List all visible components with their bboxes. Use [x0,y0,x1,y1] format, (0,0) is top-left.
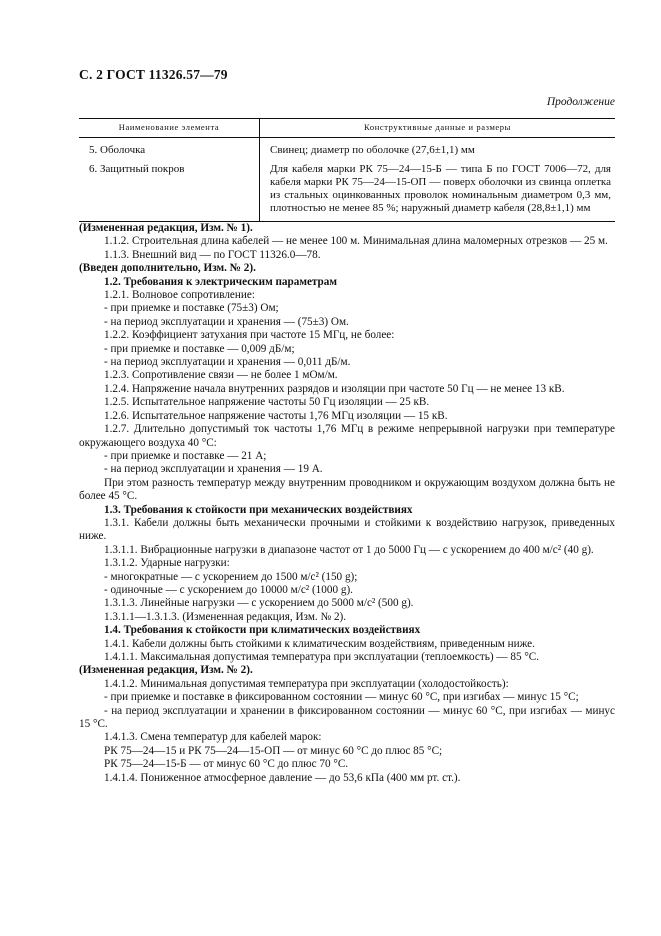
paragraph: (Введен дополнительно, Изм. № 2). [79,262,256,275]
paragraph: 1.3.1.1—1.3.1.3. (Измененная редакция, Изм. № 2). [104,610,347,623]
paragraph: (Измененная редакция, Изм. № 1). [79,222,253,234]
table-row [79,157,615,222]
paragraph: - при приемке и поставке (75±3) Ом; [104,302,279,315]
paragraph: (Измененная редакция, Изм. № 2). [79,664,253,677]
paragraph: - при приемке и поставке в фиксированном состоянии — минус 60 °С, при изгибах — минус 15 °С; [104,691,579,704]
table-cell-data: Свинец; диаметр по оболочке (27,6±1,1) мм [270,144,475,156]
paragraph: 1.2.4. Напряжение начала внутренних разрядов и изоляции при частоте 50 Гц — не менее 13 кВ. [104,382,565,395]
paragraph: 1.2.2. Коэффициент затухания при частоте 15 МГц, не более: [104,329,395,342]
paragraph: РК 75—24—15-Б — от минус 60 °С до плюс 70 °С. [104,758,349,771]
paragraph: 1.3.1.3. Линейные нагрузки — с ускорением до 5000 м/с² (500 g). [104,597,414,610]
elements-table [79,118,615,222]
paragraph: - одиночные — с ускорением до 10000 м/с² (1000 g). [104,583,353,596]
paragraph: 1.1.3. Внешний вид — по ГОСТ 11326.0—78. [104,248,321,261]
paragraph: 1.3. Требования к стойкости при механических воздействиях [104,503,413,516]
column-header-element-name: Наименование элемента [79,119,260,138]
paragraph: 1.2. Требования к электрическим параметрам [104,275,337,288]
paragraph: 1.4. Требования к стойкости при климатических воздействиях [104,624,421,637]
paragraph: 1.3.1. Кабели должны быть механически прочными и стойкими к воздействию нагрузок, приведенных ниже. [79,516,615,543]
paragraph: 1.2.1. Волновое сопротивление: [104,289,255,302]
paragraph: - при приемке и поставке — 21 А; [104,449,267,462]
paragraph: 1.2.7. Длительно допустимый ток частоты 1,76 МГц в режиме непрерывной нагрузки при температуре окружающего воздуха 40 °С: [79,423,615,449]
paragraph: - на период эксплуатации и хранения — 0,011 дБ/м. [104,356,351,369]
table-row [79,138,615,158]
paragraph: 1.2.6. Испытательное напряжение частоты 1,76 МГц изоляции — 15 кВ. [104,409,448,422]
continuation-label: Продолжение [546,96,615,108]
paragraph: РК 75—24—15 и РК 75—24—15-ОП — от минус 60 °С до плюс 85 °С; [104,744,443,757]
paragraph: 1.4.1.3. Смена температур для кабелей марок: [104,731,322,744]
paragraph: - на период эксплуатации и хранении в фиксированном состоянии — минус 60 °С, при изгибах — минус 15 °С. [79,704,615,731]
paragraph: 1.2.5. Испытательное напряжение частоты 50 Гц изоляции — 25 кВ. [104,396,430,409]
paragraph: - на период эксплуатации и хранения — 19 А. [104,463,323,476]
paragraph: При этом разность температур между внутренним проводником и окружающим воздухом должна быть не более 45 °С. [79,476,615,503]
paragraph: 1.4.1.1. Максимальная допустимая температура при эксплуатации (теплоемкость) — 85 °С. [104,651,540,663]
paragraph: - многократные — с ускорением до 1500 м/с² (150 g); [104,570,358,583]
table-cell-name: 6. Защитный покров [79,157,260,222]
paragraph: 1.4.1.2. Минимальная допустимая температура при эксплуатации (холодостойкость): [104,677,509,690]
paragraph: 1.4.1.4. Пониженное атмосферное давление — до 53,6 кПа (400 мм рт. ст.). [104,771,461,784]
paragraph: 1.4.1. Кабели должны быть стойкими к климатическим воздействиям, приведенным ниже. [104,637,535,650]
table-header-row [79,119,615,138]
paragraph: - на период эксплуатации и хранения — (75±3) Ом. [104,315,349,328]
paragraph: 1.3.1.1. Вибрационные нагрузки в диапазоне частот от 1 до 5000 Гц — с ускорением до 400 м/с² (40 g). [104,543,594,556]
paragraph: 1.2.3. Сопротивление связи — не более 1 мОм/м. [104,369,338,382]
page-header: С. 2 ГОСТ 11326.57—79 [79,67,228,82]
column-header-design-data: Конструктивные данные и размеры [260,119,616,138]
document-body [79,222,615,785]
paragraph: - при приемке и поставке — 0,009 дБ/м; [104,342,295,355]
table-cell-data: Для кабеля марки РК 75—24—15-Б — типа Б по ГОСТ 7006—72, для кабеля марки РК 75—24—15-ОП — поверх оболочки из свинца оплетка из стальных оцинкованных проволок номинальным диаметром 0,3 мм, плотностью не менее 85 %; наружный диаметр кабеля (28,8±1,1) мм [260,157,616,222]
paragraph: 1.3.1.2. Ударные нагрузки: [104,557,230,570]
paragraph: 1.1.2. Строительная длина кабелей — не менее 100 м. Минимальная длина маломерных отрезков — 25 м. [104,235,608,248]
table-cell-name: 5. Оболочка [79,138,260,158]
